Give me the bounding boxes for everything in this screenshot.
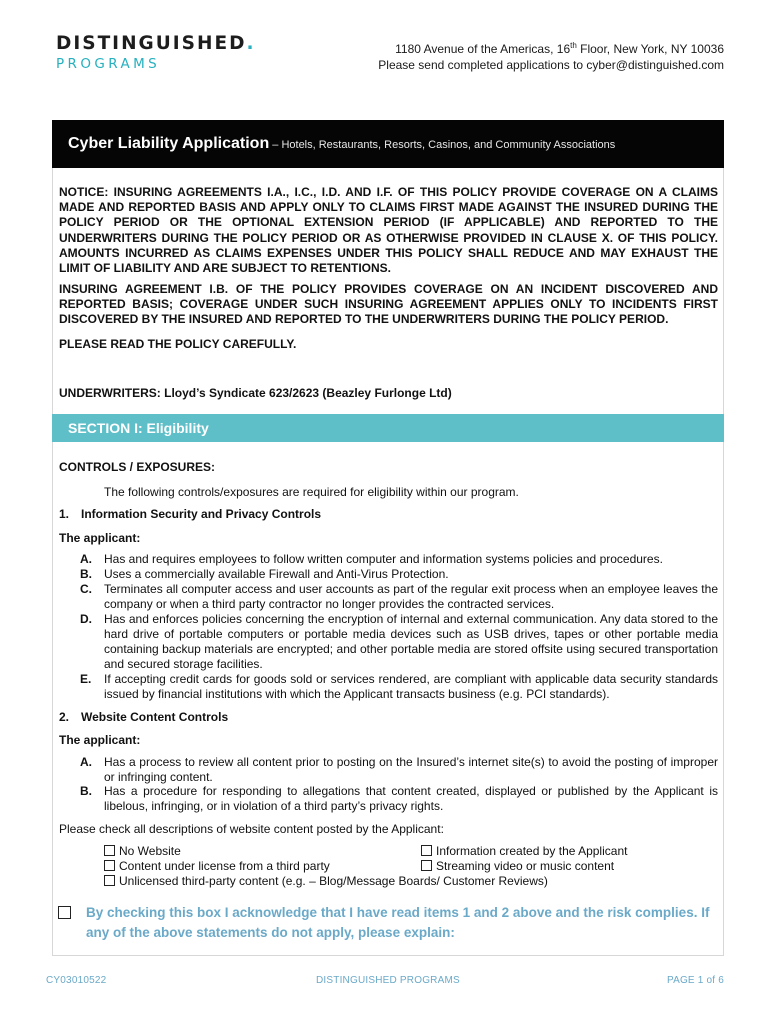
address-superscript: th	[570, 41, 577, 50]
item-text: Has a procedure for responding to allegations that content created, displayed or published by the Applicant is libelous, infringing, or in violation of a third party’s privacy rights.	[104, 784, 718, 813]
checkbox-unlicensed-content[interactable]	[104, 874, 548, 889]
item-text: Uses a commercially available Firewall and Anti-Virus Protection.	[104, 567, 449, 581]
control-item-2b	[80, 784, 718, 814]
website-content-prompt: Please check all descriptions of website content posted by the Applicant:	[59, 822, 444, 836]
control-item-1b	[80, 567, 718, 582]
logo-dot: .	[246, 33, 256, 54]
application-title-bar	[52, 120, 724, 168]
section-eligibility-header: SECTION I: Eligibility	[52, 414, 724, 442]
item-text: If accepting credit cards for goods sold or services rendered, are compliant with applicable data security standards issued by financial institutions with which the Applicant transacts business (e.g. PCI standards).	[104, 672, 718, 701]
item-letter: A.	[80, 755, 92, 769]
checkbox-label: No Website	[119, 844, 181, 858]
footer-form-code: CY03010522	[46, 975, 107, 986]
checkbox-icon[interactable]	[421, 860, 432, 871]
checkbox-icon[interactable]	[104, 875, 115, 886]
acknowledge-checkbox[interactable]	[58, 903, 718, 943]
question-2-number: 2.	[59, 710, 70, 724]
control-item-1e	[80, 672, 718, 702]
item-text: Has a process to review all content prior to posting on the Insured’s internet site(s) to avoid the posting of improper or infringing content.	[104, 755, 718, 784]
notice-claims-made: NOTICE: INSURING AGREEMENTS I.A., I.C., I.D. AND I.F. OF THIS POLICY PROVIDE COVERAGE ON A CLAIMS MADE AND REPORTED BASIS AND APPLY ONLY TO CLAIMS FIRST MADE AGAINST THE INSURED DURING THE POLICY PERIOD OR THE OPTIONAL EXTENSION PERIOD (IF APPLICABLE) AND REPORTED TO THE UNDERWRITERS DURING THE POLICY PERIOD OR AS OTHERWISE PROVIDED IN CLAUSE X. OF THIS POLICY. AMOUNTS INCURRED AS CLAIMS EXPENSES UNDER THIS POLICY SHALL REDUCE AND MAY EXHAUST THE LIMIT OF LIABILITY AND ARE SUBJECT TO RETENTIONS.	[59, 185, 718, 276]
notice-incident-discovered: INSURING AGREEMENT I.B. OF THE POLICY PROVIDES COVERAGE ON AN INCIDENT DISCOVERED AND REPORTED BASIS; COVERAGE UNDER SUCH INSURING AGREEMENT APPLIES ONLY TO INCIDENTS FIRST DISCOVERED BY THE INSURED AND REPORTED TO THE UNDERWRITERS DURING THE POLICY PERIOD.	[59, 282, 718, 327]
checkbox-label: Unlicensed third-party content (e.g. – Blog/Message Boards/ Customer Reviews)	[119, 874, 548, 888]
item-letter: E.	[80, 672, 92, 686]
controls-intro: The following controls/exposures are required for eligibility within our program.	[104, 485, 519, 499]
checkbox-icon[interactable]	[104, 860, 115, 871]
item-letter: D.	[80, 612, 92, 626]
checkbox-icon[interactable]	[104, 845, 115, 856]
company-address	[378, 38, 724, 73]
item-letter: B.	[80, 784, 92, 798]
address-line-1-end: Floor, New York, NY 10036	[576, 42, 724, 56]
footer-page-number: PAGE 1 of 6	[666, 975, 724, 986]
checkbox-icon[interactable]	[58, 906, 71, 919]
control-item-2a	[80, 755, 718, 785]
footer-company: DISTINGUISHED PROGRAMS	[316, 975, 460, 986]
acknowledge-text: By checking this box I acknowledge that I have read items 1 and 2 above and the risk complies. If any of the above statements do not apply, please explain:	[86, 905, 710, 940]
checkbox-label: Information created by the Applicant	[436, 844, 628, 858]
question-1-applicant: The applicant:	[59, 531, 141, 545]
checkbox-icon[interactable]	[421, 845, 432, 856]
company-logo	[56, 34, 255, 72]
item-text: Terminates all computer access and user accounts as part of the regular exit process when an employee leaves the company or when a third party contractor no longer provides the contracted services.	[104, 582, 718, 611]
checkbox-no-website[interactable]	[104, 844, 181, 859]
item-letter: C.	[80, 582, 92, 596]
control-item-1c	[80, 582, 718, 612]
application-title: Cyber Liability Application	[68, 135, 270, 152]
logo-wordmark: DISTINGUISHED	[56, 33, 247, 54]
address-line-2: Please send completed applications to cyber@distinguished.com	[378, 57, 724, 72]
item-letter: A.	[80, 552, 92, 566]
question-2-title: Website Content Controls	[81, 710, 229, 724]
question-2-applicant: The applicant:	[59, 733, 141, 747]
logo-subtitle: PROGRAMS	[56, 56, 161, 72]
question-1-title: Information Security and Privacy Controls	[81, 507, 322, 521]
notice-read-policy: PLEASE READ THE POLICY CAREFULLY.	[59, 337, 297, 351]
question-1-number: 1.	[59, 507, 70, 521]
checkbox-licensed-content[interactable]	[104, 859, 330, 874]
checkbox-label: Content under license from a third party	[119, 859, 330, 873]
control-item-1a	[80, 552, 718, 567]
checkbox-label: Streaming video or music content	[436, 859, 615, 873]
underwriters: UNDERWRITERS: Lloyd’s Syndicate 623/2623 (Beazley Furlonge Ltd)	[59, 386, 452, 400]
item-letter: B.	[80, 567, 92, 581]
controls-heading: CONTROLS / EXPOSURES:	[59, 460, 216, 474]
checkbox-streaming[interactable]	[421, 859, 614, 874]
item-text: Has and requires employees to follow written computer and information systems policies and procedures.	[104, 552, 663, 566]
application-subtitle: – Hotels, Restaurants, Resorts, Casinos, and Community Associations	[269, 139, 616, 151]
checkbox-info-created[interactable]	[421, 844, 627, 859]
address-line-1: 1180 Avenue of the Americas, 16	[395, 42, 571, 56]
control-item-1d	[80, 612, 718, 672]
item-text: Has and enforces policies concerning the encryption of internal and external communication. Any data stored to the hard drive of portable computers or portable media devices such as USB drives, tapes or other portable media containing backup materials are encrypted; and other portable media are stored offsite using secured transportation and secured storage facilities.	[104, 612, 718, 671]
